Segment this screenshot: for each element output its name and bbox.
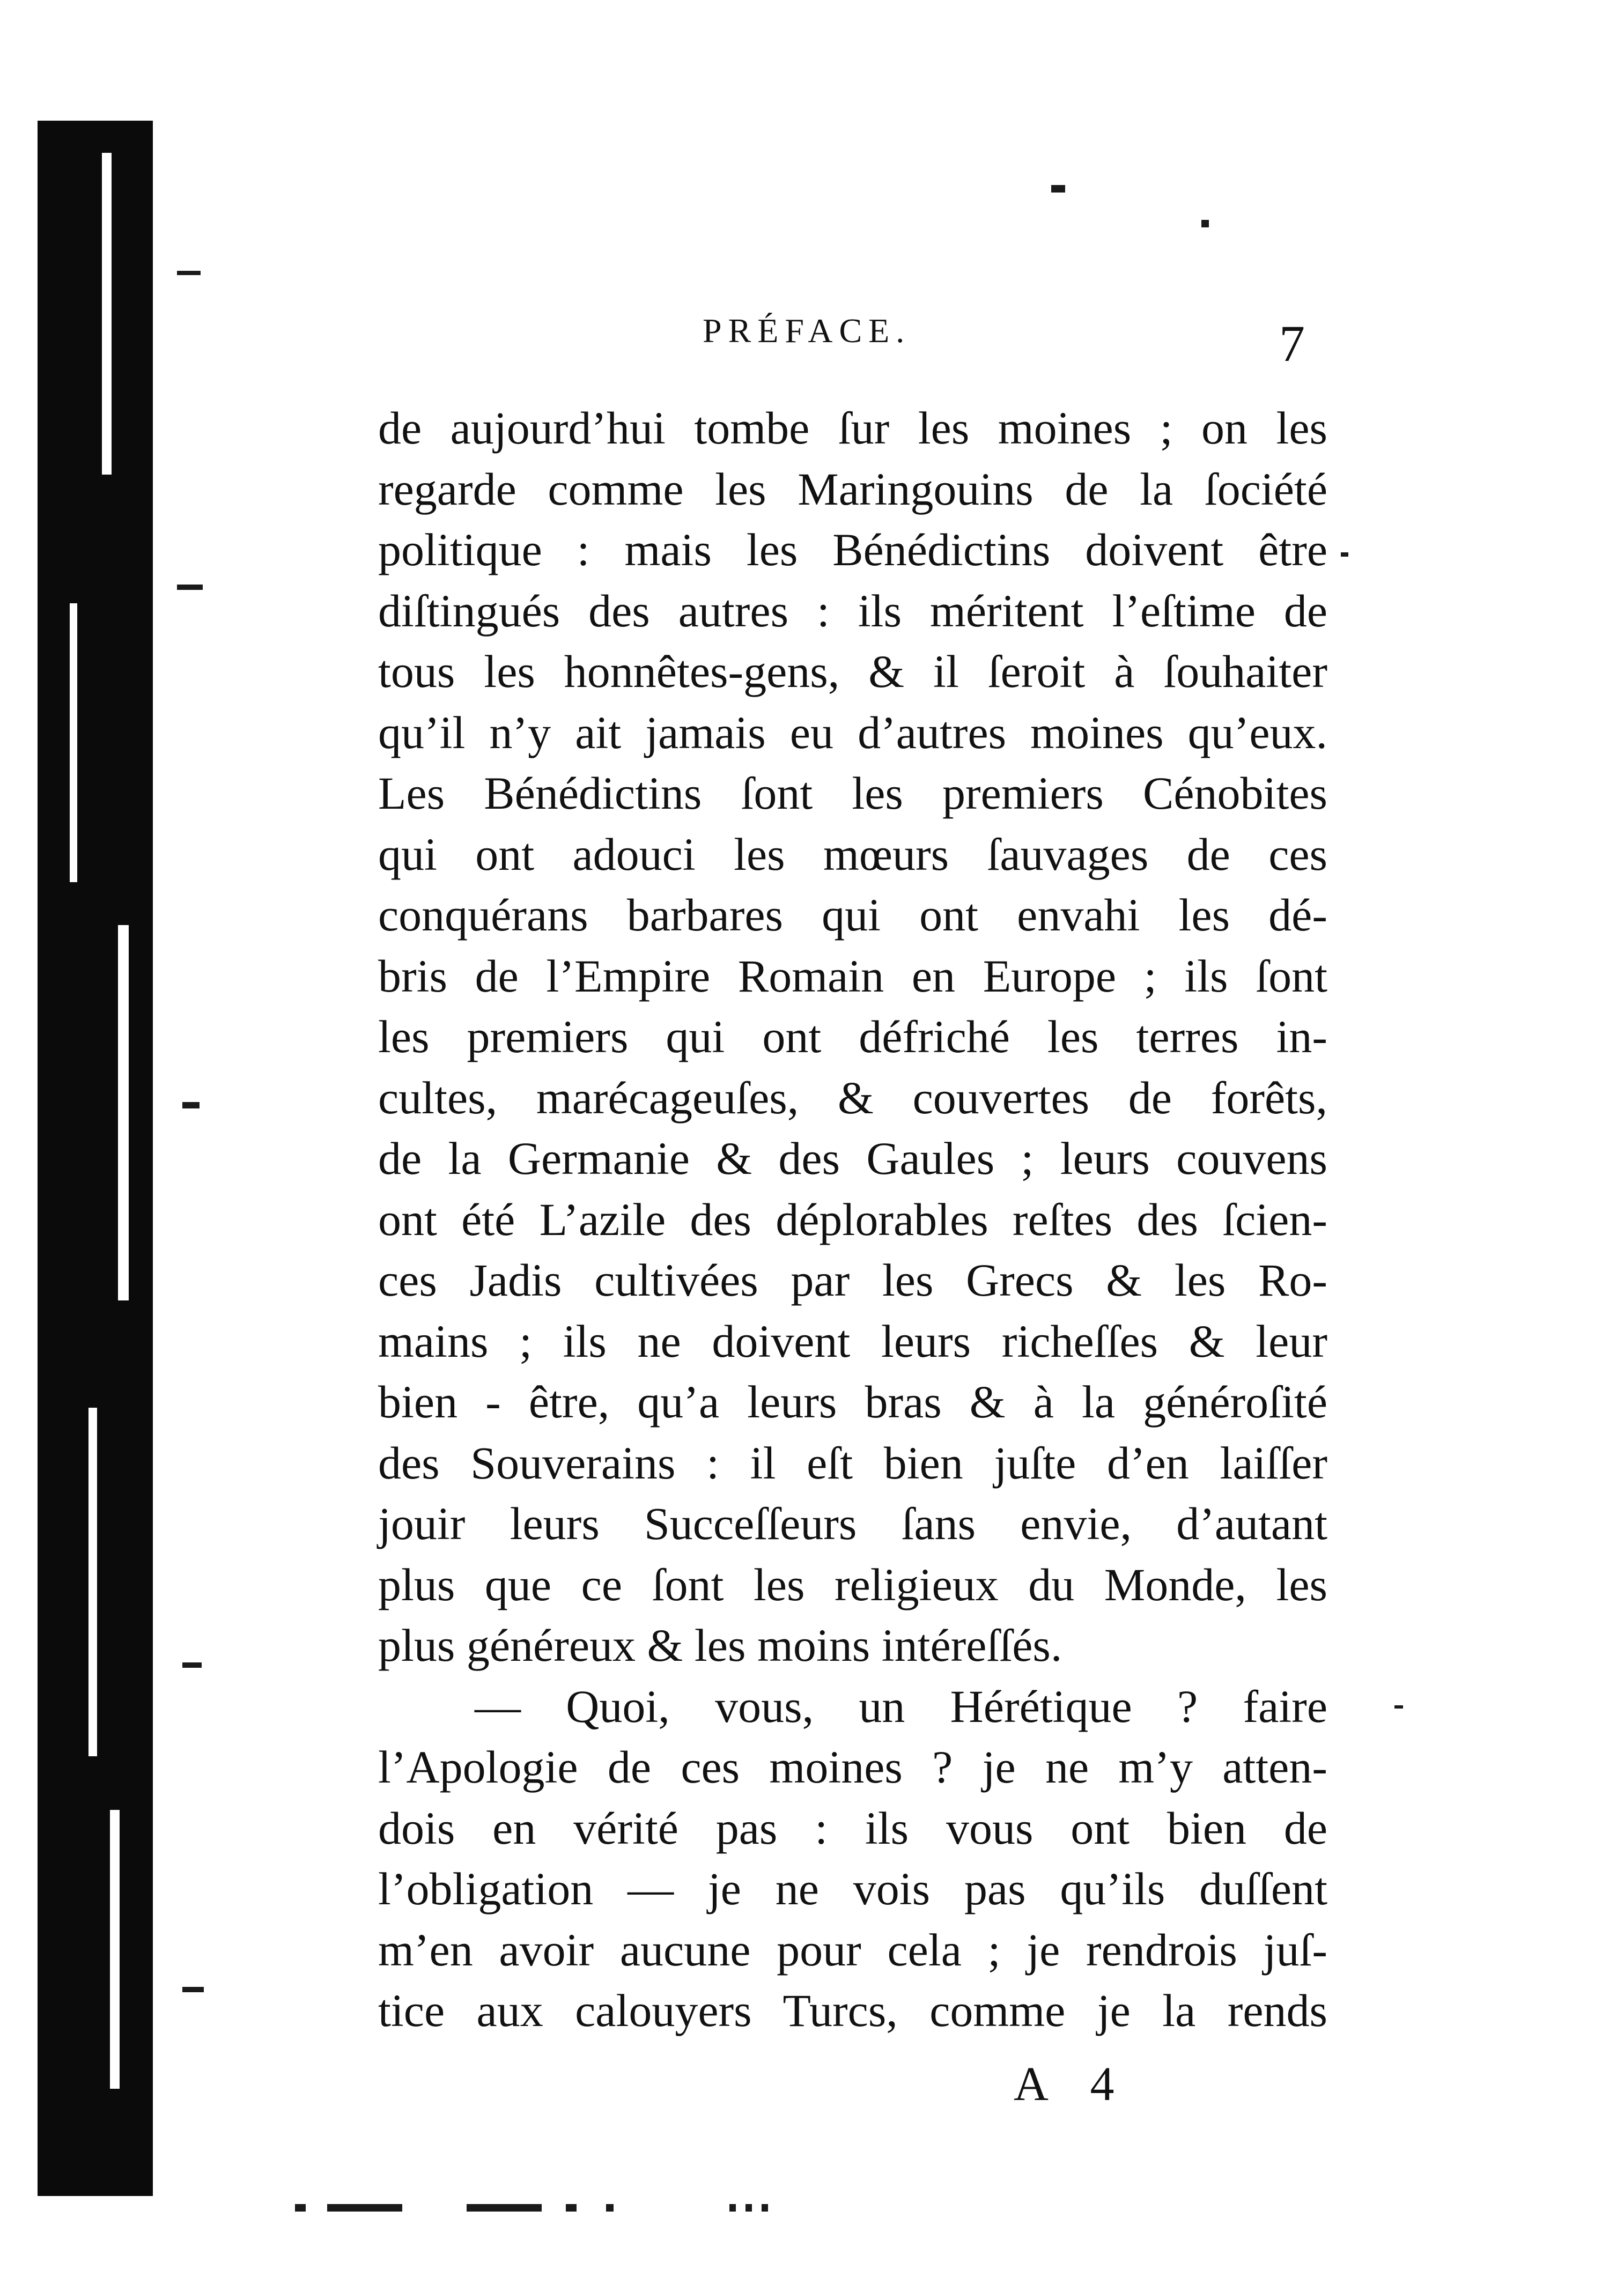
text-line: regarde comme les Maringouins de la ſociété xyxy=(378,463,1327,515)
text-line: l’obligation — je ne vois pas qu’ils duſſent xyxy=(378,1863,1327,1914)
binding-crack xyxy=(118,925,129,1300)
scan-speck xyxy=(295,2204,306,2212)
text-line: ont été L’azile des déplorables reſtes des ſcien- xyxy=(378,1193,1327,1245)
text-line: plus que ce ſont les religieux du Monde, les xyxy=(378,1558,1327,1610)
text-line: mains ; ils ne doivent leurs richeſſes & leur xyxy=(378,1315,1327,1367)
text-line: jouir leurs Succeſſeurs ſans envie, d’autant xyxy=(378,1498,1327,1549)
scan-speck xyxy=(745,2204,752,2212)
binding-crack xyxy=(110,1810,120,2089)
scan-speck xyxy=(327,2204,402,2212)
scan-speck xyxy=(606,2204,614,2212)
text-line: m’en avoir aucune pour cela ; je rendrois juſ- xyxy=(378,1924,1327,1976)
scan-speck xyxy=(1341,552,1348,557)
scan-speck xyxy=(177,585,203,590)
binding-crack xyxy=(102,153,112,475)
scan-speck xyxy=(762,2204,768,2212)
text-line: les premiers qui ont défriché les terres in- xyxy=(378,1011,1327,1062)
running-head-title: PRÉFACE. xyxy=(703,312,911,350)
text-line: de aujourd’hui tombe ſur les moines ; on les xyxy=(378,402,1327,454)
text-line: plus généreux & les moins intéreſſés. xyxy=(378,1620,1062,1671)
scan-speck xyxy=(467,2204,542,2212)
text-line: qui ont adouci les mœurs ſauvages de ces xyxy=(378,828,1327,880)
text-line: tous les honnêtes-gens, & il ſeroit à ſouhaiter xyxy=(378,646,1327,697)
text-line: politique : mais les Bénédictins doivent être xyxy=(378,524,1327,575)
text-line: des Souverains : il eſt bien juſte d’en laiſſer xyxy=(378,1437,1327,1489)
signature-mark: A 4 xyxy=(1014,2058,1131,2111)
binding-crack xyxy=(70,603,77,882)
text-line: diſtingués des autres : ils méritent l’eſtime de xyxy=(378,585,1327,637)
scan-speck xyxy=(182,1102,200,1108)
scan-speck xyxy=(729,2204,736,2212)
binding-edge xyxy=(38,121,153,2196)
scan-speck xyxy=(177,271,201,275)
bottom-scan-marks xyxy=(290,2199,826,2215)
text-line: qu’il n’y ait jamais eu d’autres moines qu’eux. xyxy=(378,706,1327,758)
text-line: cultes, marécageuſes, & couvertes de forêts, xyxy=(378,1071,1327,1123)
text-line: l’Apologie de ces moines ? je ne m’y atten- xyxy=(378,1741,1327,1793)
text-line: dois en vérité pas : ils vous ont bien de xyxy=(378,1802,1327,1854)
binding-crack xyxy=(88,1408,97,1756)
scan-speck xyxy=(566,2204,577,2212)
body-text xyxy=(378,398,1327,2042)
scan-speck xyxy=(1394,1705,1403,1709)
scan-speck xyxy=(1051,185,1065,193)
scan-speck xyxy=(182,1987,204,1992)
text-line: bris de l’Empire Romain en Europe ; ils ſont xyxy=(378,950,1327,1002)
scan-speck xyxy=(182,1662,202,1668)
text-line: bien - être, qu’a leurs bras & à la généroſité xyxy=(378,1376,1327,1428)
text-line: conquérans barbares qui ont envahi les dé- xyxy=(378,889,1327,941)
page-number: 7 xyxy=(1279,315,1305,372)
scan-speck xyxy=(1201,220,1209,227)
text-line: tice aux calouyers Turcs, comme je la rends xyxy=(378,1985,1327,2036)
text-line: de la Germanie & des Gaules ; leurs couvens xyxy=(378,1133,1327,1184)
text-line: — Quoi, vous, un Hérétique ? faire xyxy=(475,1680,1327,1732)
text-line: Les Bénédictins ſont les premiers Cénobites xyxy=(378,767,1327,819)
text-line: ces Jadis cultivées par les Grecs & les Ro- xyxy=(378,1254,1327,1306)
